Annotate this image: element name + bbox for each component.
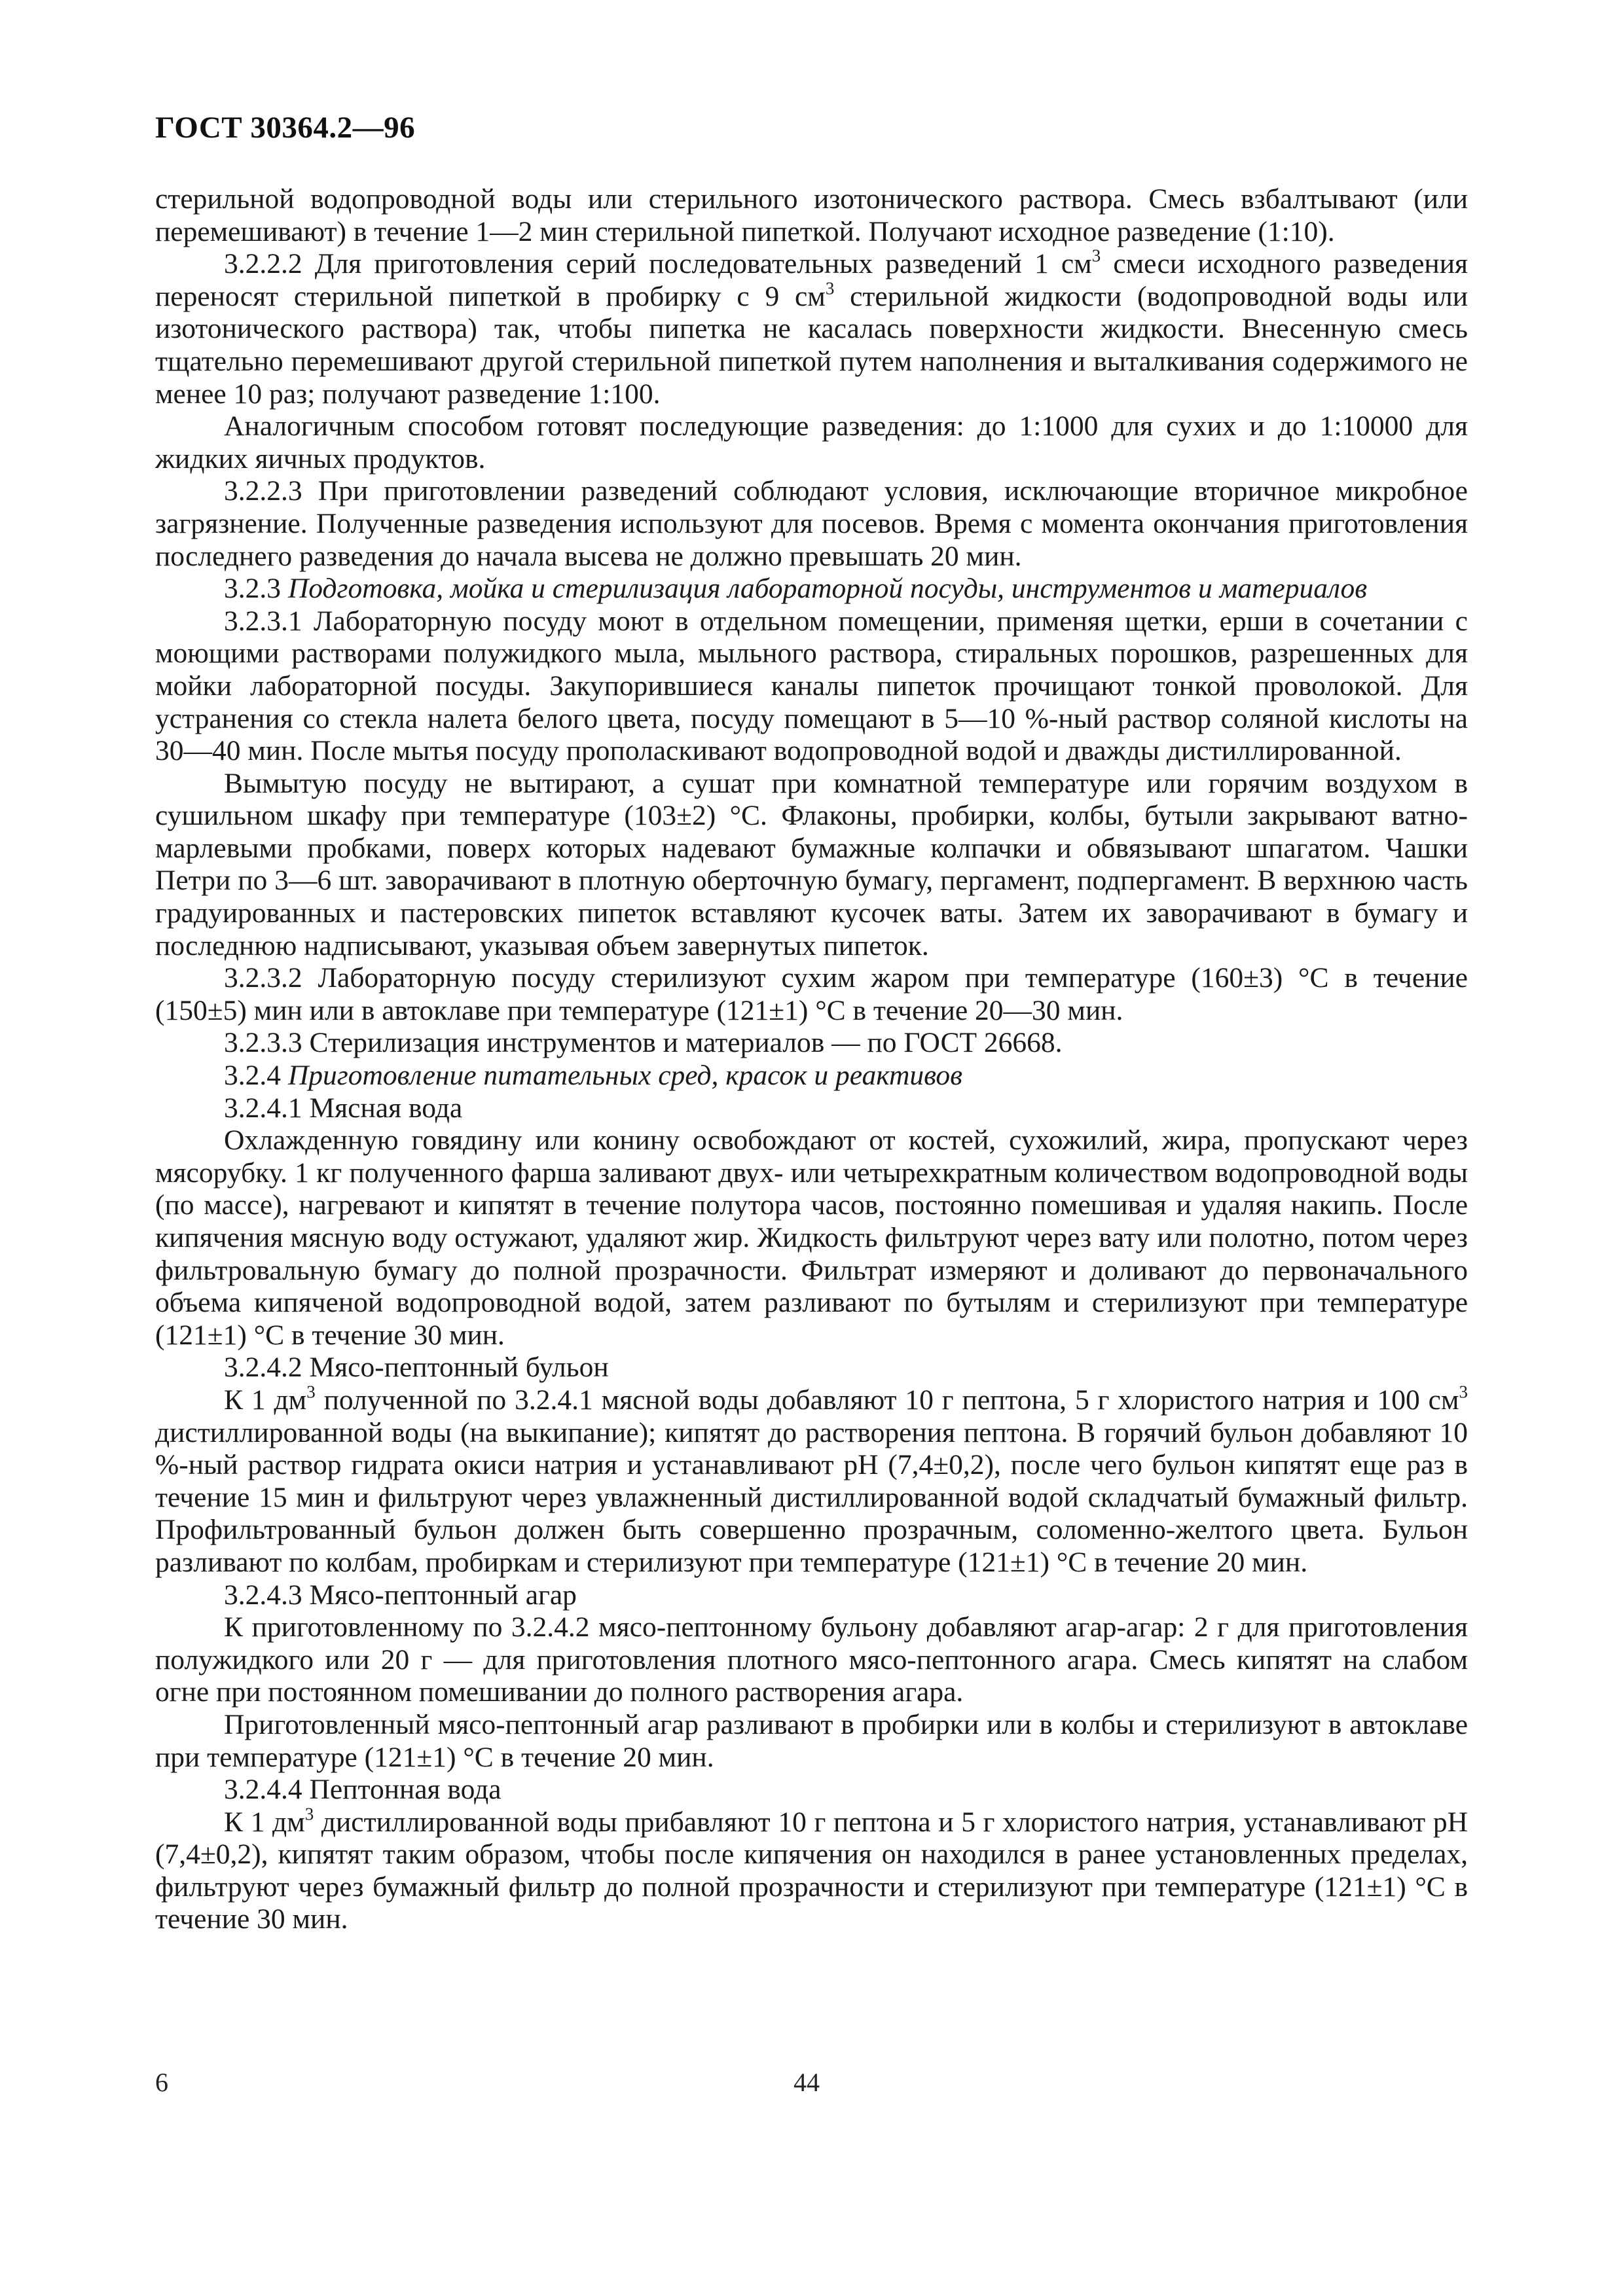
paragraph: Охлажденную говядину или конину освобождают от костей, сухожилий, жира, пропускают через мясорубку. 1 кг полученного фарша заливают двух- или четырехкратным количеством водопроводной воды (по массе), нагревают и кипятят в течение полутора часов, постоянно помешивая и удаляя накипь. После кипячения мясную воду остужают, удаляют жир. Жидкость фильтруют через вату или полотно, потом через фильтровальную бумагу до полной прозрачности. Фильтрат измеряют и доливают до первоначального объема кипяченой водопроводной водой, затем разливают по бутылям и стерилизуют при температуре (121±1) °С в течение 30 мин. bbox=[155, 1124, 1468, 1351]
paragraph-3-2-2-3: 3.2.2.3 При приготовлении разведений соблюдают условия, исключающие вторичное микробное загрязнение. Полученные разведения используют для посевов. Время с момента окончания приготовления последнего разведения до начала высева не должно превышать 20 мин. bbox=[155, 475, 1468, 572]
subsection-heading-3-2-4-3: 3.2.4.3 Мясо-пептонный агар bbox=[224, 1579, 577, 1611]
paragraph: Вымытую посуду не вытирают, а сушат при комнатной температуре или горячим воздухом в сушильном шкафу при температуре (103±2) °С. Флаконы, пробирки, колбы, бутыли закрывают ватно-марлевыми пробками, поверх которых надевают бумажные колпачки и обвязывают шпагатом. Чашки Петри по 3—6 шт. заворачивают в плотную оберточную бумагу, пергамент, подпергамент. В верхнюю часть градуированных и пастеровских пипеток вставляют кусочек ваты. Затем их заворачивают в бумагу и последнюю надписывают, указывая объем завернутых пипеток. bbox=[155, 767, 1468, 961]
document-title: ГОСТ 30364.2—96 bbox=[155, 111, 416, 145]
page-number-center: 44 bbox=[793, 2068, 820, 2097]
paragraph: Приготовленный мясо-пептонный агар разливают в пробирки или в колбы и стерилизуют в автоклаве при температуре (121±1) °С в течение 20 мин. bbox=[155, 1708, 1468, 1773]
section-heading-3-2-3: 3.2.3 Подготовка, мойка и стерилизация лабораторной посуды, инструментов и материалов bbox=[224, 573, 1368, 605]
subsection-heading-3-2-4-1: 3.2.4.1 Мясная вода bbox=[224, 1092, 463, 1124]
paragraph: К 1 $дм^3$ дистиллированной воды прибавляют 10 г пептона и 5 г хлористого натрия, устанавливают рН (7,4±0,2), кипятят таким образом, чтобы после кипячения он находился в ранее установленных пределах, фильтруют через бумажный фильтр до полной прозрачности и стерилизуют при температуре (121±1) °С в течение 30 мин. bbox=[155, 1804, 1468, 1935]
paragraph-3-2-2-2: 3.2.2.2 Для приготовления серий последовательных разведений 1 $см^3$ смеси исходного разведения переносят стерильной пипеткой в пробирку с 9 $см^3$ стерильной жидкости (водопроводной воды или изотонического раствора) так, чтобы пипетка не касалась поверхности жидкости. Внесенную смесь тщательно перемешивают другой стерильной пипеткой путем наполнения и выталкивания содержимого не менее 10 раз; получают разведение 1:100. bbox=[155, 245, 1468, 410]
paragraph: К приготовленному по 3.2.4.2 мясо-пептонному бульону добавляют агар-агар: 2 г для приготовления полужидкого или 20 г — для приготовления плотного мясо-пептонного агара. Смесь кипятят на слабом огне при постоянном помешивании до полного растворения агара. bbox=[155, 1611, 1468, 1708]
paragraph-3-2-3-1: 3.2.3.1 Лабораторную посуду моют в отдельном помещении, применяя щетки, ерши в сочетании с моющими растворами полужидкого мыла, мыльного раствора, стиральных порошков, разрешенных для мойки лабораторной посуды. Закупорившиеся каналы пипеток прочищают тонкой проволокой. Для устранения со стекла налета белого цвета, посуду помещают в 5—10 %-ный раствор соляной кислоты на 30—40 мин. После мытья посуду прополаскивают водопроводной водой и дважды дистиллированной. bbox=[155, 605, 1468, 767]
page-number-left: 6 bbox=[155, 2068, 168, 2097]
document-body bbox=[155, 183, 1468, 1936]
subsection-heading-3-2-4-2: 3.2.4.2 Мясо-пептонный бульон bbox=[224, 1352, 609, 1384]
paragraph-3-2-3-3: 3.2.3.3 Стерилизация инструментов и материалов — по ГОСТ 26668. bbox=[224, 1027, 1063, 1059]
section-heading-3-2-4: 3.2.4 Приготовление питательных сред, красок и реактивов bbox=[224, 1060, 963, 1092]
paragraph: стерильной водопроводной воды или стерильного изотонического раствора. Смесь взбалтывают (или перемешивают) в течение 1—2 мин стерильной пипеткой. Получают исходное разведение (1:10). bbox=[155, 183, 1468, 247]
subsection-heading-3-2-4-4: 3.2.4.4 Пептонная вода bbox=[224, 1774, 501, 1806]
paragraph: К 1 $дм^3$ полученной по 3.2.4.1 мясной воды добавляют 10 г пептона, 5 г хлористого натрия и 100 $см^3$ дистиллированной воды (на выкипание); кипятят до растворения пептона. В горячий бульон добавляют 10 %-ный раствор гидрата окиси натрия и устанавливают рН (7,4±0,2), после чего бульон кипятят еще раз в течение 15 мин и фильтруют через увлажненный дистиллированной водой складчатый бумажный фильтр. Профильтрованный бульон должен быть совершенно прозрачным, соломенно-желтого цвета. Бульон разливают по колбам, пробиркам и стерилизуют при температуре (121±1) °С в течение 20 мин. bbox=[155, 1382, 1468, 1578]
paragraph: Аналогичным способом готовят последующие разведения: до 1:1000 для сухих и до 1:10000 для жидких яичных продуктов. bbox=[155, 410, 1468, 475]
paragraph-3-2-3-2: 3.2.3.2 Лабораторную посуду стерилизуют сухим жаром при температуре (160±3) °С в течение (150±5) мин или в автоклаве при температуре (121±1) °С в течение 20—30 мин. bbox=[155, 962, 1468, 1026]
